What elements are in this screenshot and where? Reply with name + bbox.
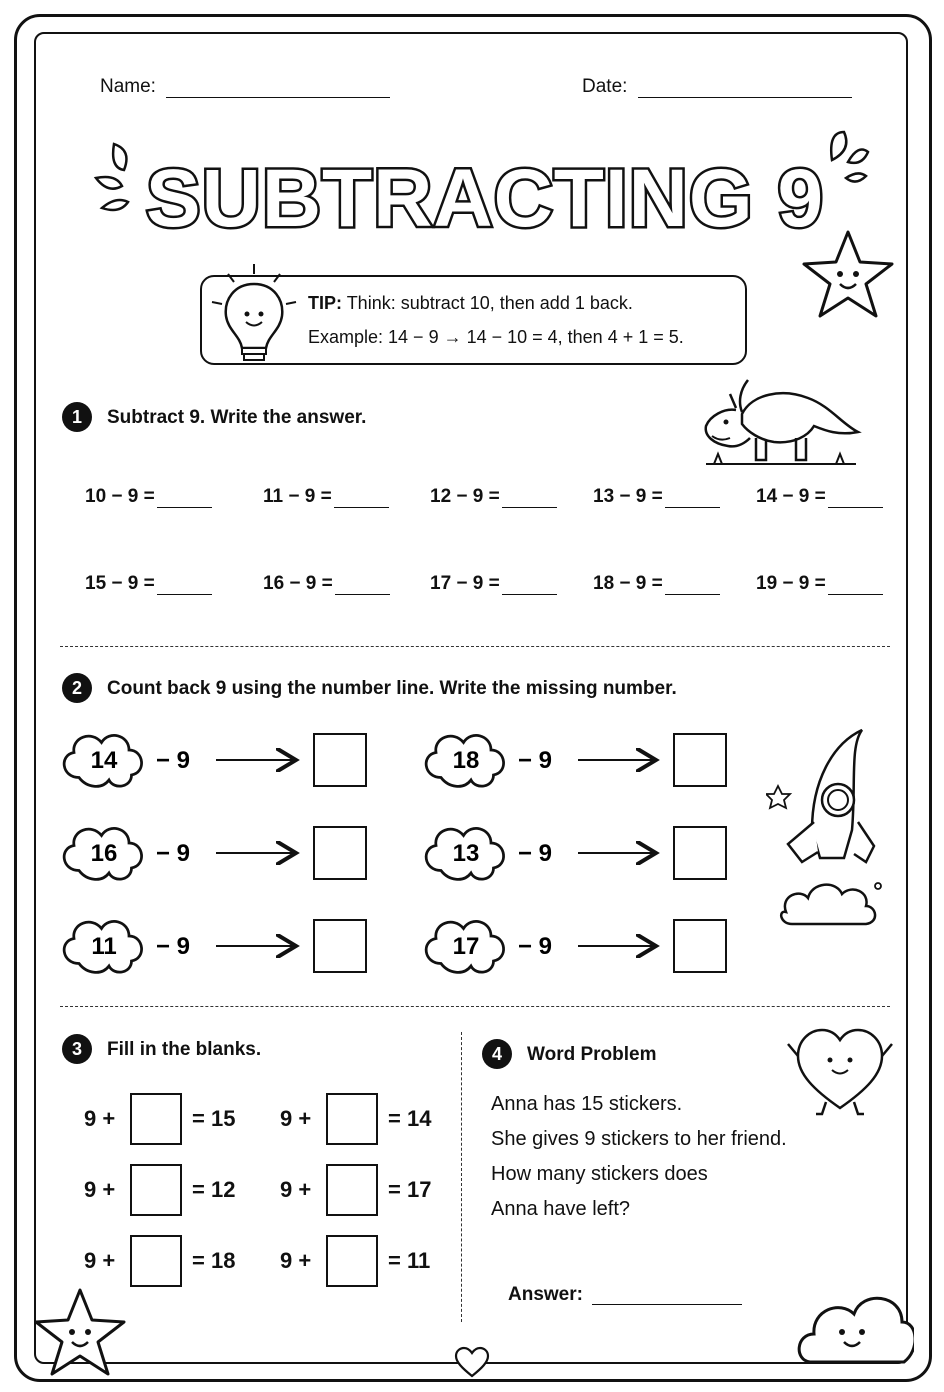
svg-text:17: 17 bbox=[452, 933, 480, 960]
problem-6: 15 − 9 = bbox=[85, 573, 212, 595]
section1-heading: Subtract 9. Write the answer. bbox=[107, 407, 367, 428]
answer-blank[interactable] bbox=[828, 489, 883, 508]
svg-text:− 9: − 9 bbox=[518, 840, 553, 867]
svg-text:SUBTRACTING 9: SUBTRACTING 9 bbox=[145, 153, 825, 244]
rocket-icon bbox=[766, 726, 890, 936]
tip-label: TIP: bbox=[308, 293, 342, 313]
tip-text: Think: subtract 10, then add 1 back. bbox=[346, 293, 633, 313]
fill-blank-box[interactable] bbox=[130, 1235, 182, 1287]
section2-heading: Count back 9 using the number line. Write the missing number. bbox=[107, 678, 677, 699]
fill-blank-box[interactable] bbox=[130, 1164, 182, 1216]
dinosaur-icon bbox=[696, 374, 864, 470]
problem-10: 19 − 9 = bbox=[756, 573, 883, 595]
heart-icon bbox=[780, 1022, 900, 1122]
svg-text:16: 16 bbox=[90, 840, 118, 867]
fill-result: = 12 bbox=[192, 1177, 236, 1202]
fill-result: = 14 bbox=[388, 1106, 432, 1131]
answer-box bbox=[314, 734, 366, 786]
word-problem-line: She gives 9 stickers to her friend. bbox=[491, 1128, 787, 1150]
problem-5: 14 − 9 = bbox=[756, 486, 883, 508]
column-divider bbox=[461, 1032, 462, 1322]
answer-blank[interactable] bbox=[828, 576, 883, 595]
word-problem-line: Anna has 15 stickers. bbox=[491, 1093, 683, 1115]
fill-prefix: 9 + bbox=[84, 1106, 116, 1131]
problem-1: 10 − 9 = bbox=[85, 486, 212, 508]
star-icon bbox=[32, 1286, 128, 1378]
problem-8: 17 − 9 = bbox=[430, 573, 557, 595]
answer-label: Answer: bbox=[508, 1284, 583, 1305]
fill-result: = 18 bbox=[192, 1248, 236, 1273]
word-problem-line: How many stickers does bbox=[491, 1163, 708, 1185]
splash-left-icon bbox=[92, 138, 148, 218]
answer-blank[interactable] bbox=[157, 576, 212, 595]
problem-9: 18 − 9 = bbox=[593, 573, 720, 595]
tip-example: Example: 14 − 9 → 14 − 10 = 4, then 4 + 1 = 5. bbox=[308, 327, 684, 347]
section3-badge: 3 bbox=[62, 1034, 92, 1064]
answer-field[interactable] bbox=[592, 1284, 742, 1305]
word-problem-line: Anna have left? bbox=[491, 1198, 630, 1220]
answer-box bbox=[674, 734, 726, 786]
problem-7: 16 − 9 = bbox=[263, 573, 390, 595]
section2-badge: 2 bbox=[62, 673, 92, 703]
answer-blank[interactable] bbox=[665, 576, 720, 595]
fill-result: = 17 bbox=[388, 1177, 432, 1202]
date-label: Date: bbox=[582, 76, 628, 97]
cloud-icon bbox=[796, 1280, 914, 1372]
answer-blank[interactable] bbox=[334, 489, 389, 508]
svg-text:− 9: − 9 bbox=[518, 933, 553, 960]
answer-blank[interactable] bbox=[335, 576, 390, 595]
section3-heading: Fill in the blanks. bbox=[107, 1039, 262, 1060]
tip-line bbox=[308, 293, 633, 314]
fill-result: = 15 bbox=[192, 1106, 236, 1131]
section-divider bbox=[60, 646, 890, 647]
fill-blank-box[interactable] bbox=[130, 1093, 182, 1145]
svg-text:− 9: − 9 bbox=[156, 933, 191, 960]
answer-box bbox=[674, 920, 726, 972]
name-label: Name: bbox=[100, 76, 156, 97]
problem-2: 11 − 9 = bbox=[263, 486, 389, 508]
svg-text:− 9: − 9 bbox=[518, 747, 553, 774]
answer-box bbox=[314, 827, 366, 879]
fill-blank-box[interactable] bbox=[326, 1093, 378, 1145]
fill-prefix: 9 + bbox=[280, 1106, 312, 1131]
cloud-18 bbox=[426, 735, 503, 786]
section4-badge: 4 bbox=[482, 1039, 512, 1069]
problem-4: 13 − 9 = bbox=[593, 486, 720, 508]
cloud-14 bbox=[64, 735, 141, 786]
cloud-17 bbox=[426, 921, 503, 972]
section-divider bbox=[60, 1006, 890, 1007]
page-title bbox=[140, 138, 830, 248]
cloud-11 bbox=[64, 921, 141, 972]
svg-text:14: 14 bbox=[90, 747, 118, 774]
fill-prefix: 9 + bbox=[84, 1177, 116, 1202]
fill-prefix: 9 + bbox=[280, 1248, 312, 1273]
cloud-16 bbox=[64, 828, 141, 879]
count-back-grid bbox=[60, 720, 760, 990]
date-field[interactable] bbox=[638, 77, 852, 98]
fill-result: = 11 bbox=[388, 1248, 431, 1273]
name-field[interactable] bbox=[166, 77, 390, 98]
star-icon bbox=[800, 228, 896, 320]
section1-badge: 1 bbox=[62, 402, 92, 432]
lightbulb-icon bbox=[206, 258, 302, 368]
answer-box bbox=[314, 920, 366, 972]
fill-prefix: 9 + bbox=[84, 1248, 116, 1273]
problem-3: 12 − 9 = bbox=[430, 486, 557, 508]
answer-blank[interactable] bbox=[502, 489, 557, 508]
svg-text:− 9: − 9 bbox=[156, 840, 191, 867]
svg-text:18: 18 bbox=[452, 747, 480, 774]
fill-blank-box[interactable] bbox=[326, 1235, 378, 1287]
answer-blank[interactable] bbox=[665, 489, 720, 508]
splash-right-icon bbox=[822, 126, 872, 186]
svg-text:13: 13 bbox=[452, 840, 480, 867]
section4-heading: Word Problem bbox=[527, 1044, 657, 1065]
svg-text:− 9: − 9 bbox=[156, 747, 191, 774]
heart-icon bbox=[452, 1346, 492, 1380]
fill-prefix: 9 + bbox=[280, 1177, 312, 1202]
answer-box bbox=[674, 827, 726, 879]
cloud-13 bbox=[426, 828, 503, 879]
fill-blank-box[interactable] bbox=[326, 1164, 378, 1216]
answer-blank[interactable] bbox=[502, 576, 557, 595]
svg-text:11: 11 bbox=[91, 933, 117, 960]
answer-blank[interactable] bbox=[157, 489, 212, 508]
